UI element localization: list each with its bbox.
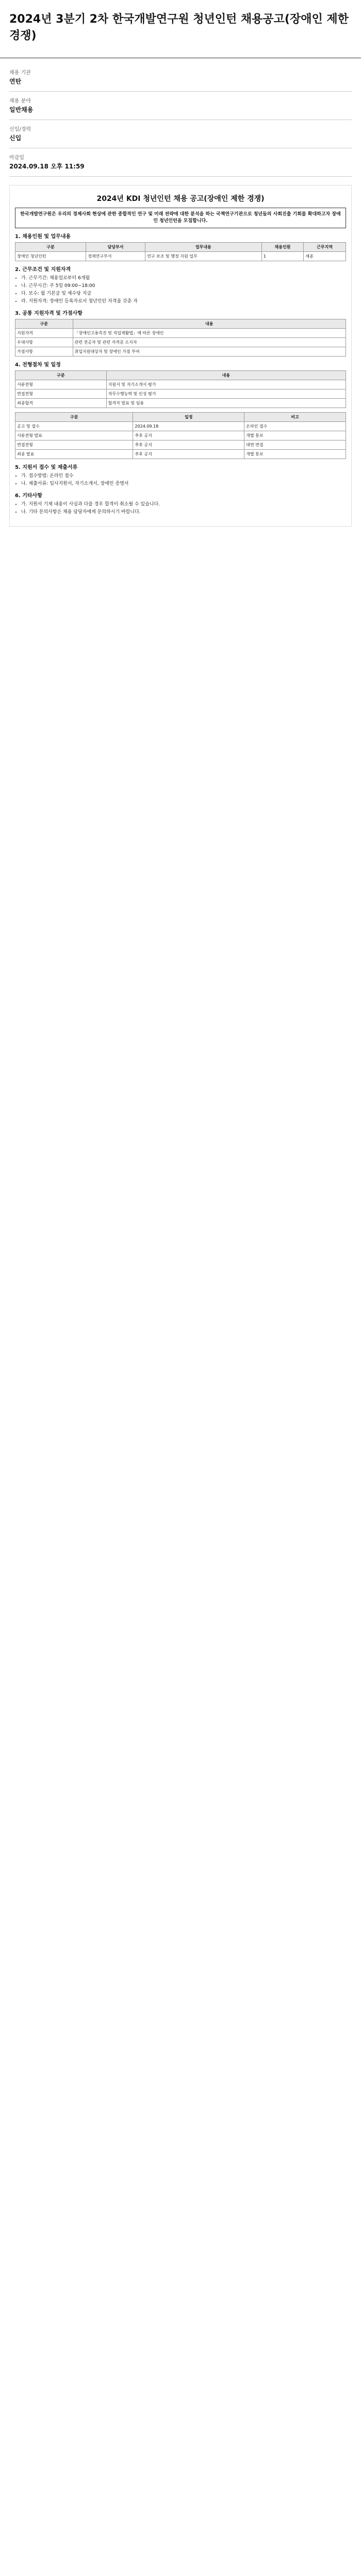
table-header: 구분 [15,243,86,252]
meta-item [9,98,352,120]
page-title: 2024년 3분기 2차 한국개발연구원 청년인턴 채용공고(장애인 제한 경쟁) [9,13,349,42]
table-cell: 「장애인고용촉진 및 직업재활법」에 따른 장애인 [73,329,346,338]
list-item: • 라. 지원자격: 장애인 등록자로서 청년인턴 자격을 갖춘 자 [21,298,346,305]
table-cell: 우대사항 [15,338,73,347]
table-header: 업무내용 [145,243,262,252]
table-cell: 장애인 청년인턴 [15,252,86,261]
table-row [15,338,346,347]
table-row [15,431,346,440]
table-cell: 추후 공지 [133,450,244,459]
meta-label: 신입/경력 [9,127,31,132]
table-row [15,450,346,459]
meta-item [9,126,352,148]
table-cell: 1 [261,252,304,261]
table-cell: 면접전형 [15,440,133,450]
table-header: 채용인원 [261,243,304,252]
table-header: 일정 [133,413,244,422]
meta-value: 신입 [9,134,22,142]
list-item: • 나. 기타 문의사항은 채용 담당자에게 문의하시기 바랍니다. [21,509,346,516]
table-cell: 개별 통보 [244,431,346,440]
job-posting-document [9,185,352,527]
posting-intro: 한국개발연구원은 우리의 경제사회 현상에 관한 종합적인 연구 및 미래 전략에 대한 분석을 하는 국책연구기관으로 청년들의 사회진출 기회를 확대하고자 장애인 청년인턴을 모집합니다. [15,208,346,228]
table-row [15,329,346,338]
table-cell: 직무수행능력 및 인성 평가 [106,389,346,399]
meta-label: 마감일 [9,155,24,161]
table-row [15,440,346,450]
qualification-table [15,319,346,357]
divider [9,91,352,92]
table-cell: 서류전형 [15,380,107,389]
table-cell: 연구 보조 및 행정 지원 업무 [145,252,262,261]
table-cell: 지원서 및 자기소개서 평가 [106,380,346,389]
notes-list [15,501,346,516]
table-header: 구분 [15,371,107,380]
table-row [15,347,346,357]
table-cell: 세종 [304,252,346,261]
meta-item [9,70,352,92]
section-title: 2. 근무조건 및 지원자격 [15,267,71,273]
table-cell: 최종합격 [15,399,107,408]
condition-list [15,275,346,305]
table-header: 내용 [106,371,346,380]
submission-list [15,473,346,487]
table-row [15,399,346,408]
meta-label: 채용 분야 [9,98,31,104]
meta-info [0,58,361,177]
list-item: • 나. 제출서류: 입사지원서, 자기소개서, 장애인 증명서 [21,481,346,487]
table-row [15,389,346,399]
table-cell: 관련 전공자 및 관련 자격증 소지자 [73,338,346,347]
table-header: 내용 [73,319,346,329]
table-header: 구분 [15,413,133,422]
table-header: 근무지역 [304,243,346,252]
table-cell: 서류전형 발표 [15,431,133,440]
table-row [15,380,346,389]
meta-value: 연탄 [9,78,22,85]
table-cell: 개별 통보 [244,450,346,459]
recruit-table [15,242,346,261]
table-cell: 추후 공지 [133,431,244,440]
deadline-value: 2024.09.18 오후 11:59 [9,163,85,170]
table-row [15,422,346,431]
meta-item [9,155,352,177]
table-cell: 면접전형 [15,389,107,399]
table-cell: 최종 발표 [15,450,133,459]
list-item: • 가. 근무기간: 채용일로부터 6개월 [21,275,346,282]
table-header: 비고 [244,413,346,422]
table-cell: 취업지원대상자 및 장애인 가점 부여 [73,347,346,357]
list-item: • 가. 접수방법: 온라인 접수 [21,473,346,480]
section-title: 6. 기타사항 [15,493,42,499]
divider [9,176,352,177]
meta-value: 일반채용 [9,106,34,113]
section-title: 5. 지원서 접수 및 제출서류 [15,465,78,470]
posting-heading: 2024년 KDI 청년인턴 채용 공고(장애인 제한 경쟁) [96,195,265,203]
table-cell: 경제연구부서 [86,252,145,261]
table-cell: 대면 면접 [244,440,346,450]
table-cell: 2024.09.18 [133,422,244,431]
list-item: • 나. 근무시간: 주 5일 09:00~18:00 [21,283,346,290]
table-cell: 추후 공지 [133,440,244,450]
table-cell: 지원자격 [15,329,73,338]
table-header: 담당부서 [86,243,145,252]
process-table [15,370,346,408]
table-header: 구분 [15,319,73,329]
meta-label: 채용 기관 [9,70,31,76]
section-title: 1. 채용인원 및 업무내용 [15,234,71,240]
table-cell: 온라인 접수 [244,422,346,431]
list-item: • 가. 지원서 기재 내용이 사실과 다를 경우 합격이 취소될 수 있습니다. [21,501,346,508]
section-title: 3. 공통 지원자격 및 가점사항 [15,311,83,316]
table-row [15,252,346,261]
schedule-table [15,412,346,459]
table-cell: 가점사항 [15,347,73,357]
list-item: • 다. 보수: 월 기본급 및 제수당 지급 [21,291,346,297]
table-cell: 합격자 발표 및 임용 [106,399,346,408]
section-title: 4. 전형절차 및 일정 [15,362,61,368]
table-cell: 공고 및 접수 [15,422,133,431]
